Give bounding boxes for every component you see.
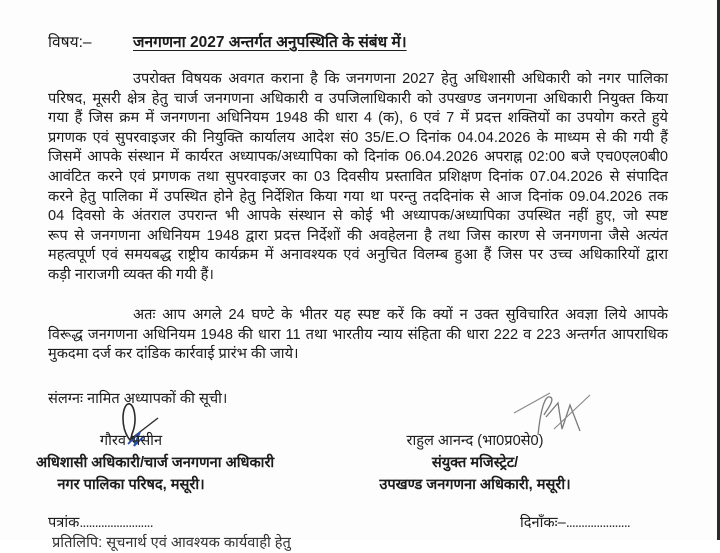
- paragraph-line: 04 दिवसो के अंतराल उपरान्त भी आपके संस्थान से कोई भी अध्यापक/अध्यापिका उपस्थित नहीं हुए, जो स्पष्ट: [48, 208, 668, 225]
- reference-dots: ........................: [79, 515, 153, 531]
- paragraph-line: करने हेतु पालिका में उपस्थित होने हेतु निर्देशित किया गया था परन्तु तददिनांक से आज दिनांक 09.04.2026 तक: [48, 188, 668, 205]
- paragraph-line: महत्वपूर्ण एवं समयबद्ध राष्ट्रीय कार्यक्रम में अनावश्यक एवं अनुचित विलम्ब हुआ हैं जिस पर उच्च अधिकारियों द्वारा: [48, 247, 668, 264]
- reference-number-field: [48, 513, 153, 533]
- paragraph-line: कड़ी नाराजगी व्यक्त की गयी हैं।: [48, 266, 214, 283]
- subject-text: जनगणना 2027 अन्तर्गत अनुपस्थिति के संबंध में।: [133, 34, 407, 51]
- signatory-office: उपखण्ड जनगणना अधिकारी, मसूरी।: [379, 477, 571, 493]
- paragraph-line: गया हैं जिस क्रम में जनगणना अधिनियम 1948 की धारा 4 (क), 6 एवं 7 में प्रदत्त शक्तियों का उपयोग करते हुये: [48, 110, 668, 127]
- paragraph-line: विरूद्ध जनगणना अधिनियम 1948 की धारा 11 तथा भारतीय न्याय संहिता की धारा 222 व 223 अन्तर्गत आपराधिक: [48, 326, 668, 343]
- paragraph-line: मुकदमा दर्ज कर दांडिक कार्रवाई प्रारंभ की जाये।: [48, 346, 299, 363]
- paragraph-line: अतः आप अगले 24 घण्टे के भीतर यह स्पष्ट करें कि क्यों न उक्त सुविचारित अवज्ञा लिये आपके: [133, 307, 668, 323]
- body-paragraph-2: [48, 306, 668, 365]
- signatory-name: राहुल आनन्द (भा0प्र0से0): [406, 433, 544, 449]
- signatory-title: संयुक्त मजिस्ट्रेट/: [431, 455, 519, 471]
- date-label: दिनाँकः–: [520, 515, 566, 531]
- signatory-office: नगर पालिका परिषद, मसूरी।: [57, 477, 205, 493]
- paragraph-line: उपरोक्त विषयक अवगत कराना है कि जनगणना 2027 हेतु अधिशासी अधिकारी को नगर पालिका: [133, 71, 668, 87]
- paragraph-line: प्रगणक एवं सुपरवाइजर की नियुक्ति कार्यालय आदेश सं0 35/E.O दिनांक 04.04.2026 के माध्यम से की गयी हैं: [48, 129, 668, 146]
- paragraph-line: परिषद, मूसरी क्षेत्र हेतु चार्ज जनगणना अधिकारी व उपजिलाधिकारी को उपखण्ड जनगणना अधिकारी नियुक्त किया: [48, 90, 668, 107]
- date-dots: .....................: [565, 515, 630, 531]
- reference-label: पत्रांक: [48, 515, 80, 531]
- signatory-right: [325, 430, 625, 496]
- signatory-left: [36, 430, 275, 496]
- copy-to-line: प्रतिलिपि: सूचनार्थ एवं आवश्यक कार्यवाही हेतु: [52, 535, 291, 551]
- date-field: [520, 513, 630, 533]
- signatory-title: अधिशासी अधिकारी/चार्ज जनगणना अधिकारी: [36, 455, 275, 471]
- body-paragraph-1: [48, 70, 668, 286]
- signatory-name: गौरव भसीन: [99, 433, 163, 449]
- paragraph-line: रूप से जनगणना अधिनियम 1948 द्वारा प्रदत्त निर्देशों की अवहेलना है तथा जिस कारण से जनगणना जैसे अत्यंत: [48, 227, 668, 244]
- paragraph-line: जिसमें आपके संस्थान में कार्यरत अध्यापक/अध्यापिका को दिनांक 06.04.2026 अपराह्न 02:00 बजे एच0एल0बी0: [48, 149, 668, 166]
- subject-label: विषय:–: [48, 34, 92, 51]
- enclosure-note: संलग्नः नामित अध्यापकों की सूची।: [48, 391, 228, 407]
- paragraph-line: आवंटित करने एवं प्रगणक तथा सुपरवाइजर का 03 दिवसीय प्रस्तावित प्रशिक्षण दिनांक 07.04.2026 से संपादित: [48, 168, 668, 185]
